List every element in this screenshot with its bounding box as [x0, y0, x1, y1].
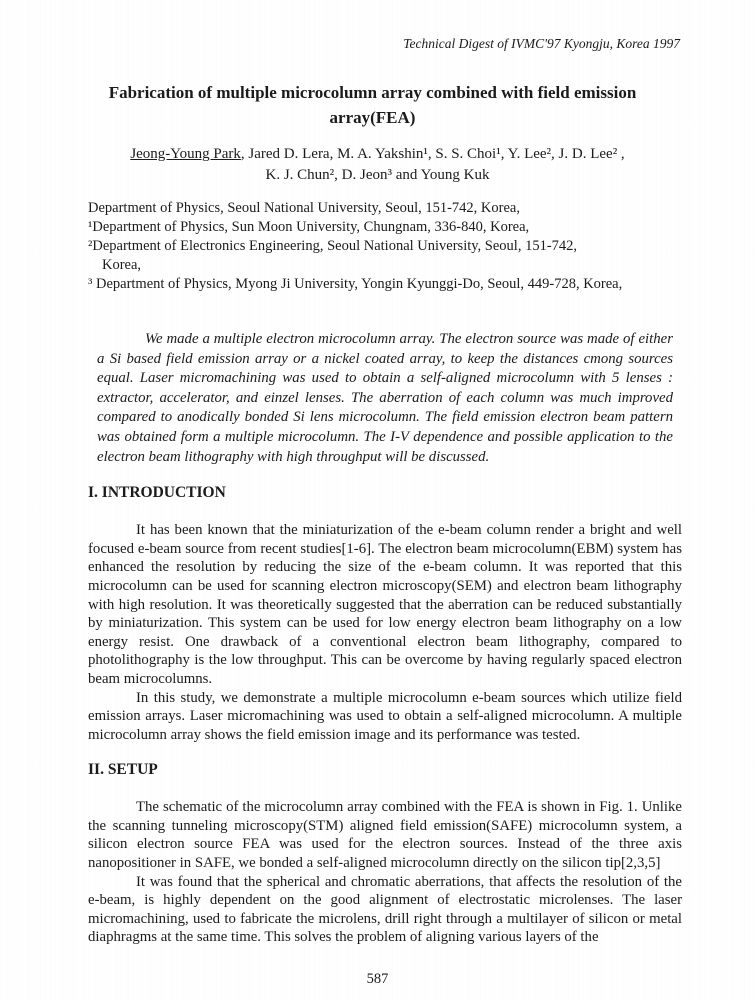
affiliation-line-2: ¹Department of Physics, Sun Moon University, Chungnam, 336-840, Korea, [88, 219, 530, 235]
author-name-underlined: Jeong-Young Park [130, 146, 241, 162]
affiliation-line-3: ²Department of Electronics Engineering, Seoul National University, Seoul, 151-742, [88, 238, 578, 254]
author-line-2: K. J. Chun², D. Jeon³ and Young Kuk [265, 167, 490, 183]
setup-paragraph-1: The schematic of the microcolumn array combined with the FEA is shown in Fig. 1. Unlike the scanning tunneling microscopy(STM) aligned field emission(SAFE) microcolumn system, a silicon electron source FEA was used for the electron sources. Instead of the three axis nanopositioner in SAFE, we bonded a self-aligned microcolumn directly on the silicon tip[2,3,5] [88, 799, 682, 872]
author-list [0, 144, 755, 186]
title-line-1: Fabrication of multiple microcolumn array combined with field emission [108, 83, 637, 102]
affiliation-line-3-continuation: Korea, [102, 257, 142, 273]
section-heading-introduction: I. INTRODUCTION [88, 484, 226, 502]
page-number: 587 [366, 971, 389, 987]
title-line-2: array(FEA) [329, 108, 416, 127]
setup-paragraph-2: It was found that the spherical and chromatic aberrations, that affects the resolution of the e-beam, is highly dependent on the good alignment of electrostatic microlenses. The laser micromachining, used to fabricate the microlens, drill right through a multilayer of silicon or metal diaphragms at the same time. This solves the problem of aligning various layers of the [88, 873, 682, 946]
author-line-1 [0, 144, 755, 165]
affiliations [88, 199, 685, 294]
paper-title [60, 80, 685, 130]
introduction-paragraph-2: In this study, we demonstrate a multiple microcolumn e-beam sources which utilize field emission arrays. Laser micromachining was used to obtain a self-aligned microcolumn. A multiple microcolumn array shows the field emission image and its performance was tested. [88, 689, 682, 743]
running-head: Technical Digest of IVMC'97 Kyongju, Korea 1997 [403, 36, 680, 51]
affiliation-line-1: Department of Physics, Seoul National University, Seoul, 151-742, Korea, [88, 200, 520, 216]
abstract-text: We made a multiple electron microcolumn array. The electron source was made of either a Si based field emission array or a nickel coated array, to keep the distances cmong sources equal. Laser micromachining was used to obtain a self-aligned microcolumn with 5 lenses : extractor, accelerator, and einzel lenses. The aberration of each column was much improved compared to anodically bonded Si lens microcolumn. The field emission electron beam pattern was obtained form a multiple microcolumn. The I-V dependence and possible application to the electron beam lithography with high throughput will be discussed. [97, 331, 673, 465]
introduction-paragraph-1: It has been known that the miniaturization of the e-beam column render a bright and well focused e-beam source from recent studies[1-6]. The electron beam microcolumn(EBM) system has enhanced the resolution by reducing the size of the e-beam column. It was reported that this microcolumn can be used for scanning electron microscopy(SEM) and electron beam lithography with high resolution. It was theoretically suggested that the aberration can be reduced substantially by miniaturization. This system can be used for low energy electron beam lithography on a low energy resist. One drawback of a conventional electron beam lithography, compared to photolithography is the low throughput. This can be overcome by having regularly spaced electron beam microcolumns. [88, 522, 682, 687]
author-line-1-rest: , Jared D. Lera, M. A. Yakshin¹, S. S. Choi¹, Y. Lee², J. D. Lee² , [240, 146, 625, 162]
affiliation-line-4: ³ Department of Physics, Myong Ji University, Yongin Kyunggi-Do, Seoul, 449-728, Korea, [88, 276, 623, 292]
section-heading-setup: II. SETUP [88, 761, 158, 779]
